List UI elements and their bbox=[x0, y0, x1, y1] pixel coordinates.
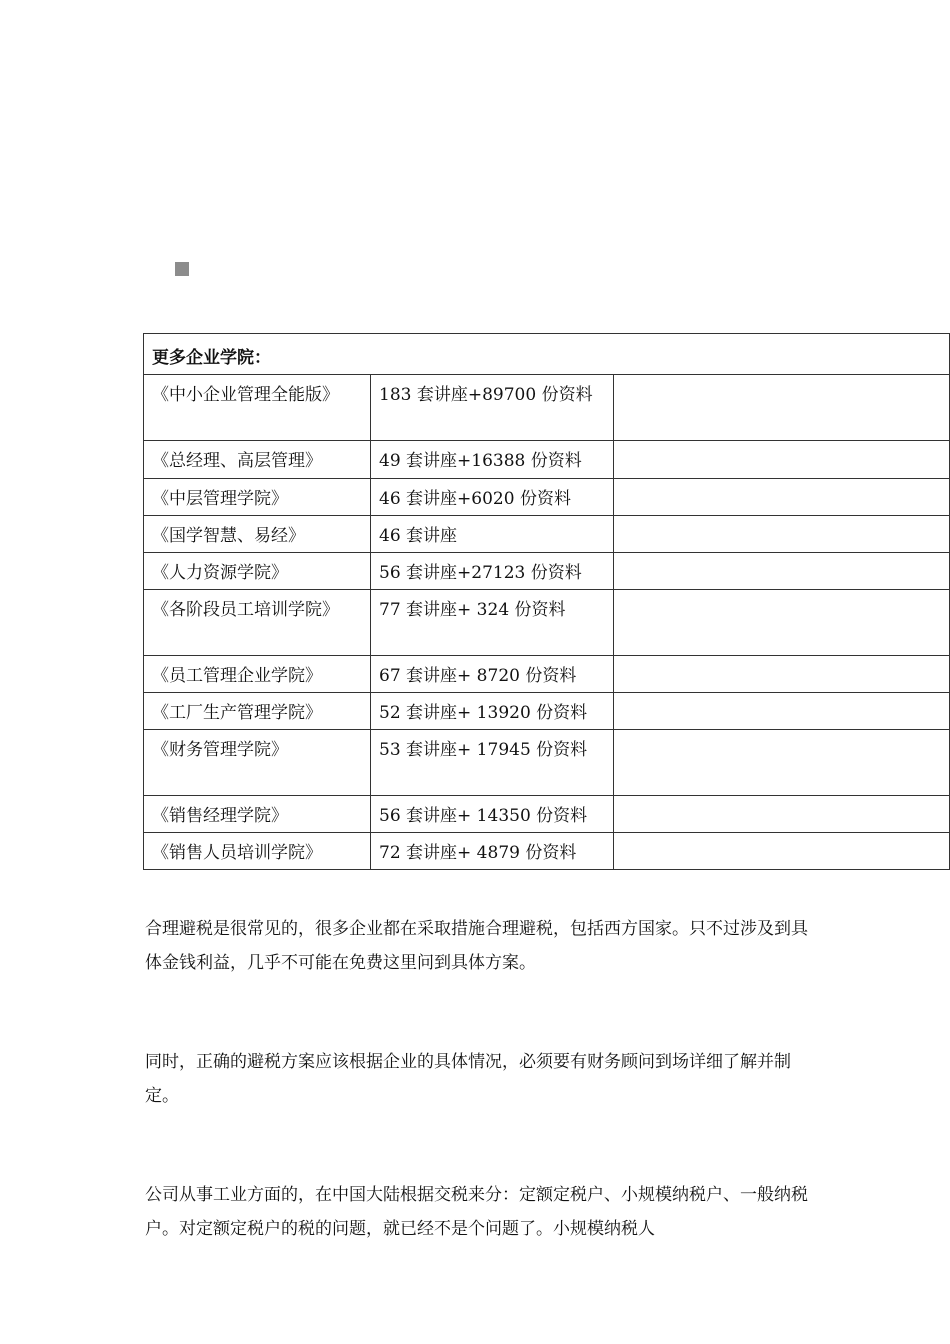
course-name: 《员工管理企业学院》 bbox=[144, 656, 371, 693]
course-content: 183 套讲座+89700 份资料 bbox=[371, 375, 614, 441]
course-content: 56 套讲座+ 14350 份资料 bbox=[371, 796, 614, 833]
course-name: 《总经理、高层管理》 bbox=[144, 441, 371, 479]
course-name: 《销售人员培训学院》 bbox=[144, 833, 371, 870]
table-row bbox=[144, 375, 950, 441]
paragraph: 公司从事工业方面的，在中国大陆根据交税来分：定额定税户、小规模纳税户、一般纳税户。对定额定税户的税的问题，就已经不是个问题了。小规模纳税人 bbox=[145, 1185, 808, 1239]
course-name: 《中小企业管理全能版》 bbox=[144, 375, 371, 441]
course-name: 《国学智慧、易经》 bbox=[144, 516, 371, 553]
course-extra bbox=[614, 730, 950, 796]
course-content: 56 套讲座+27123 份资料 bbox=[371, 553, 614, 590]
table-header: 更多企业学院： bbox=[144, 334, 950, 375]
course-extra bbox=[614, 693, 950, 730]
table-row bbox=[144, 833, 950, 870]
course-extra bbox=[614, 656, 950, 693]
course-content: 53 套讲座+ 17945 份资料 bbox=[371, 730, 614, 796]
course-content: 49 套讲座+16388 份资料 bbox=[371, 441, 614, 479]
course-content: 46 套讲座+6020 份资料 bbox=[371, 479, 614, 516]
course-name: 《工厂生产管理学院》 bbox=[144, 693, 371, 730]
enterprise-academy-table bbox=[143, 333, 950, 870]
course-content: 52 套讲座+ 13920 份资料 bbox=[371, 693, 614, 730]
bullet-square bbox=[175, 262, 189, 276]
course-content: 77 套讲座+ 324 份资料 bbox=[371, 590, 614, 656]
course-extra bbox=[614, 590, 950, 656]
table-row bbox=[144, 553, 950, 590]
table-row bbox=[144, 796, 950, 833]
table-row bbox=[144, 441, 950, 479]
course-name: 《各阶段员工培训学院》 bbox=[144, 590, 371, 656]
course-extra bbox=[614, 833, 950, 870]
table-row bbox=[144, 516, 950, 553]
course-content: 72 套讲座+ 4879 份资料 bbox=[371, 833, 614, 870]
course-extra bbox=[614, 441, 950, 479]
table-row bbox=[144, 479, 950, 516]
table-row bbox=[144, 730, 950, 796]
paragraph: 合理避税是很常见的，很多企业都在采取措施合理避税，包括西方国家。只不过涉及到具体金钱利益，几乎不可能在免费这里问到具体方案。 bbox=[145, 919, 808, 973]
course-content: 67 套讲座+ 8720 份资料 bbox=[371, 656, 614, 693]
table-row bbox=[144, 693, 950, 730]
paragraph: 同时，正确的避税方案应该根据企业的具体情况，必须要有财务顾问到场详细了解并制定。 bbox=[145, 1052, 791, 1106]
table-row bbox=[144, 590, 950, 656]
body-text bbox=[145, 912, 815, 1311]
course-name: 《财务管理学院》 bbox=[144, 730, 371, 796]
course-extra bbox=[614, 516, 950, 553]
course-content: 46 套讲座 bbox=[371, 516, 614, 553]
course-extra bbox=[614, 553, 950, 590]
course-name: 《销售经理学院》 bbox=[144, 796, 371, 833]
course-name: 《人力资源学院》 bbox=[144, 553, 371, 590]
course-name: 《中层管理学院》 bbox=[144, 479, 371, 516]
table-row bbox=[144, 656, 950, 693]
table-header-row bbox=[144, 334, 950, 375]
course-extra bbox=[614, 375, 950, 441]
course-extra bbox=[614, 479, 950, 516]
course-extra bbox=[614, 796, 950, 833]
